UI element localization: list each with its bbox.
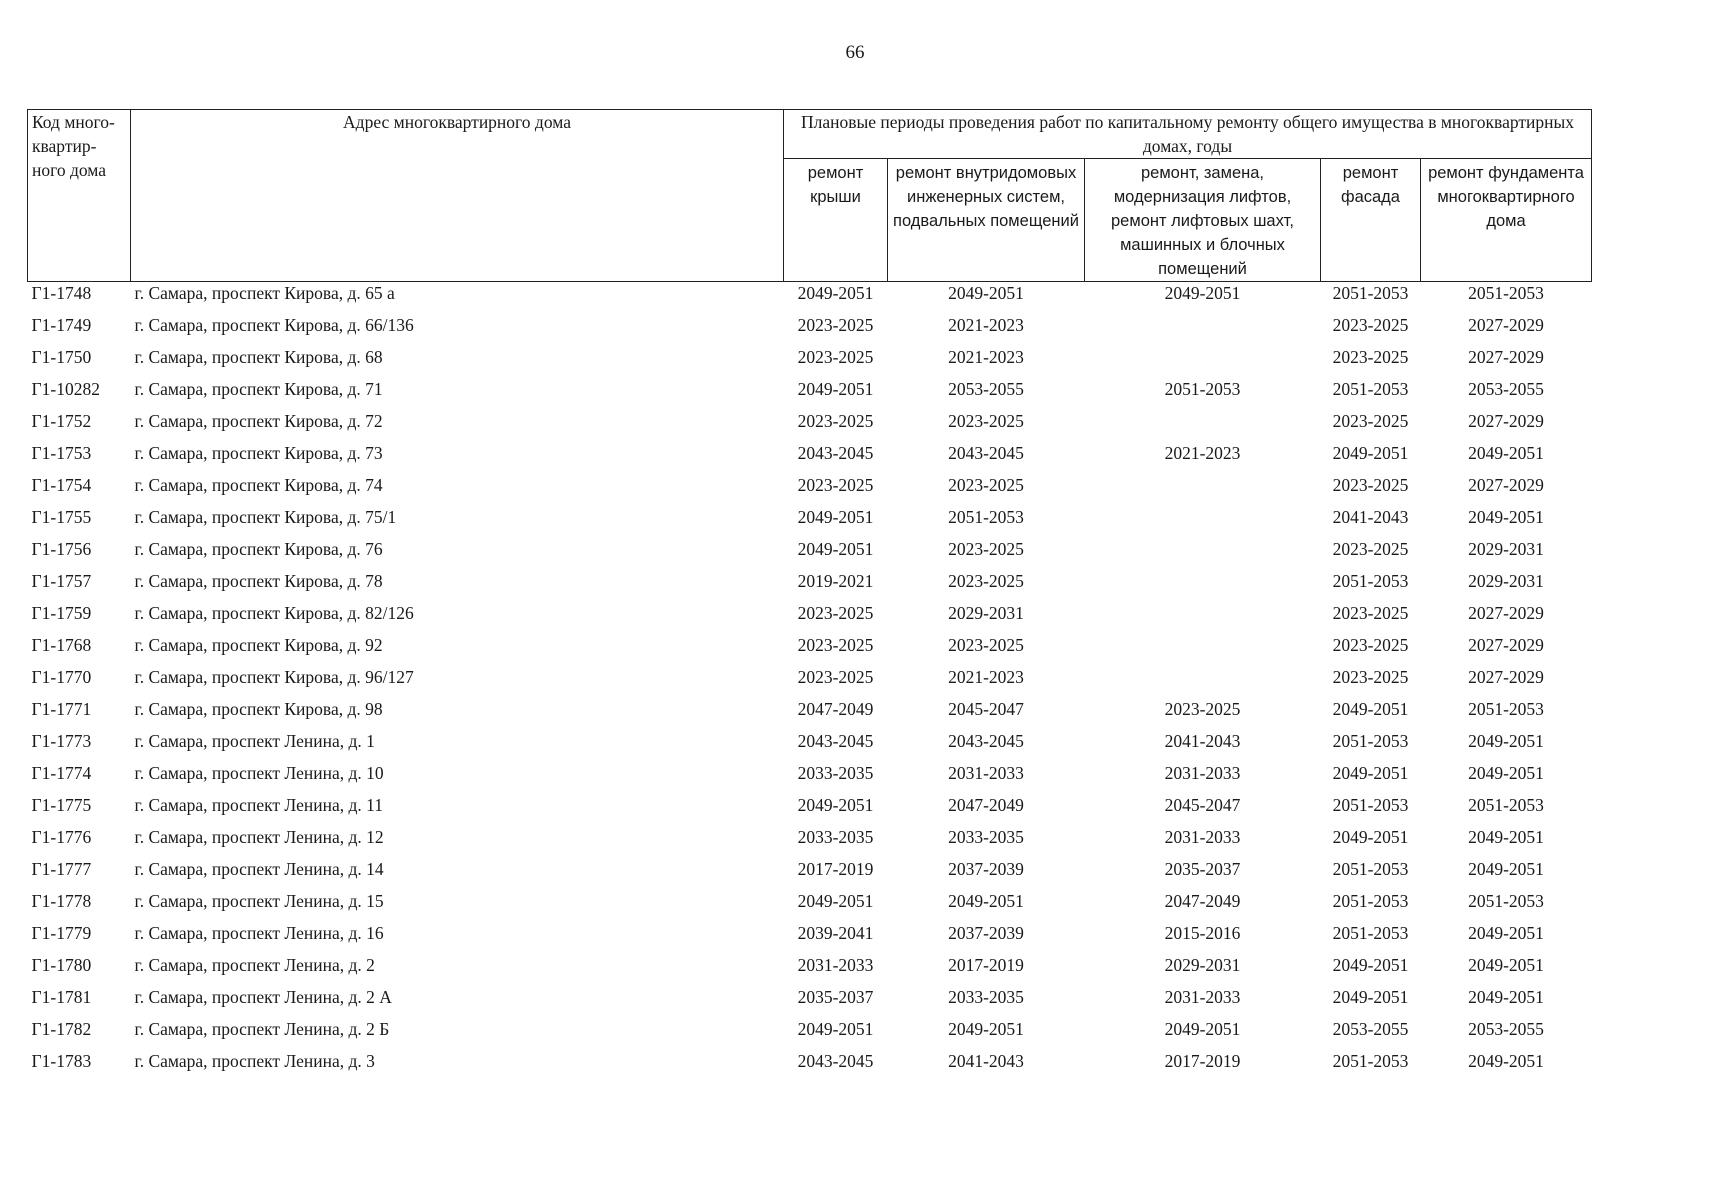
row-foundation: 2051-2053	[1468, 891, 1544, 911]
row-foundation: 2027-2029	[1468, 411, 1544, 431]
row-lifts: 2015-2016	[1164, 923, 1241, 943]
row-lifts: 2031-2033	[1164, 987, 1241, 1007]
row-address: г. Самара, проспект Кирова, д. 98	[134, 699, 383, 719]
table-row	[28, 952, 1592, 984]
row-lifts	[1085, 344, 1321, 376]
header-periods: Плановые периоды проведения работ по капитальному ремонту общего имущества в многоквартирных домах, годы	[784, 110, 1592, 159]
row-foundation: 2049-2051	[1468, 731, 1544, 751]
row-address: г. Самара, проспект Ленина, д. 2 А	[134, 987, 392, 1007]
table-row	[28, 282, 1592, 313]
row-engineering: 2031-2033	[948, 763, 1024, 783]
row-foundation: 2049-2051	[1468, 859, 1544, 879]
row-roof: 2049-2051	[797, 1019, 874, 1039]
row-foundation: 2053-2055	[1468, 379, 1544, 399]
table-row	[28, 504, 1592, 536]
row-address: г. Самара, проспект Ленина, д. 2	[134, 955, 375, 975]
row-roof: 2033-2035	[797, 827, 874, 847]
row-address: г. Самара, проспект Кирова, д. 76	[134, 539, 383, 559]
table-header	[28, 110, 1592, 282]
row-foundation: 2051-2053	[1468, 283, 1544, 303]
table-row	[28, 408, 1592, 440]
row-roof: 2049-2051	[797, 379, 874, 399]
row-address: г. Самара, проспект Ленина, д. 1	[134, 731, 375, 751]
row-roof: 2043-2045	[797, 731, 874, 751]
table-row	[28, 760, 1592, 792]
row-foundation: 2053-2055	[1468, 1019, 1544, 1039]
row-address: г. Самара, проспект Кирова, д. 65 а	[134, 283, 395, 303]
row-foundation: 2049-2051	[1468, 763, 1544, 783]
row-lifts: 2049-2051	[1164, 283, 1241, 303]
row-roof: 2043-2045	[797, 1051, 874, 1071]
table-row	[28, 536, 1592, 568]
row-code: Г1-1753	[31, 443, 92, 463]
row-address: г. Самара, проспект Кирова, д. 92	[134, 635, 383, 655]
row-roof: 2035-2037	[797, 987, 874, 1007]
row-facade: 2023-2025	[1332, 315, 1409, 335]
row-facade: 2051-2053	[1332, 923, 1409, 943]
row-lifts: 2035-2037	[1164, 859, 1241, 879]
row-facade: 2049-2051	[1332, 987, 1409, 1007]
row-code: Г1-1755	[31, 507, 92, 527]
header-code: Код много-квартир-ного дома	[28, 110, 131, 282]
row-facade: 2051-2053	[1332, 795, 1409, 815]
row-facade: 2023-2025	[1332, 539, 1409, 559]
row-roof: 2023-2025	[797, 347, 874, 367]
row-lifts	[1085, 472, 1321, 504]
row-engineering: 2023-2025	[948, 475, 1024, 495]
row-foundation: 2049-2051	[1468, 443, 1544, 463]
row-roof: 2049-2051	[797, 283, 874, 303]
row-facade: 2051-2053	[1332, 571, 1409, 591]
row-engineering: 2037-2039	[948, 923, 1024, 943]
row-address: г. Самара, проспект Ленина, д. 15	[134, 891, 384, 911]
row-address: г. Самара, проспект Ленина, д. 16	[134, 923, 384, 943]
header-roof: ремонт крыши	[784, 159, 888, 282]
row-engineering: 2053-2055	[948, 379, 1024, 399]
row-roof: 2023-2025	[797, 475, 874, 495]
row-foundation: 2027-2029	[1468, 475, 1544, 495]
row-lifts: 2023-2025	[1164, 699, 1241, 719]
row-foundation: 2029-2031	[1468, 571, 1544, 591]
row-foundation: 2051-2053	[1468, 699, 1544, 719]
row-engineering: 2033-2035	[948, 987, 1024, 1007]
row-engineering: 2033-2035	[948, 827, 1024, 847]
table-row	[28, 696, 1592, 728]
row-address: г. Самара, проспект Ленина, д. 2 Б	[134, 1019, 390, 1039]
row-roof: 2033-2035	[797, 763, 874, 783]
row-code: Г1-1759	[31, 603, 92, 623]
row-engineering: 2023-2025	[948, 411, 1024, 431]
row-roof: 2049-2051	[797, 539, 874, 559]
row-foundation: 2029-2031	[1468, 539, 1544, 559]
row-facade: 2023-2025	[1332, 347, 1409, 367]
header-engineering: ремонт внутридомовых инженерных систем, подвальных помещений	[888, 159, 1085, 282]
row-address: г. Самара, проспект Ленина, д. 11	[134, 795, 384, 815]
row-facade: 2051-2053	[1332, 1051, 1409, 1071]
row-facade: 2023-2025	[1332, 411, 1409, 431]
row-engineering: 2049-2051	[948, 283, 1024, 303]
table-row	[28, 472, 1592, 504]
row-lifts: 2017-2019	[1164, 1051, 1241, 1071]
row-code: Г1-1757	[31, 571, 92, 591]
table-row	[28, 1048, 1592, 1080]
row-address: г. Самара, проспект Кирова, д. 66/136	[134, 315, 414, 335]
row-lifts: 2047-2049	[1164, 891, 1241, 911]
row-foundation: 2049-2051	[1468, 827, 1544, 847]
row-lifts	[1085, 504, 1321, 536]
row-code: Г1-1748	[31, 283, 92, 303]
row-code: Г1-1780	[31, 955, 92, 975]
row-address: г. Самара, проспект Кирова, д. 75/1	[134, 507, 397, 527]
row-code: Г1-1783	[31, 1051, 92, 1071]
capital-repair-table	[27, 109, 1592, 1080]
row-code: Г1-1775	[31, 795, 92, 815]
row-code: Г1-1771	[31, 699, 92, 719]
row-roof: 2047-2049	[797, 699, 874, 719]
row-engineering: 2047-2049	[948, 795, 1024, 815]
row-address: г. Самара, проспект Ленина, д. 14	[134, 859, 384, 879]
table-row	[28, 632, 1592, 664]
row-engineering: 2043-2045	[948, 731, 1024, 751]
row-facade: 2051-2053	[1332, 283, 1409, 303]
row-lifts: 2021-2023	[1164, 443, 1241, 463]
row-engineering: 2029-2031	[948, 603, 1024, 623]
row-facade: 2023-2025	[1332, 667, 1409, 687]
row-address: г. Самара, проспект Ленина, д. 10	[134, 763, 384, 783]
row-lifts: 2051-2053	[1164, 379, 1241, 399]
table-row	[28, 888, 1592, 920]
row-engineering: 2023-2025	[948, 635, 1024, 655]
row-engineering: 2023-2025	[948, 571, 1024, 591]
row-roof: 2031-2033	[797, 955, 874, 975]
row-lifts	[1085, 632, 1321, 664]
header-lifts: ремонт, замена, модернизация лифтов, ремонт лифтовых шахт, машинных и блочных помещений	[1085, 159, 1321, 282]
row-facade: 2053-2055	[1332, 1019, 1409, 1039]
row-address: г. Самара, проспект Кирова, д. 68	[134, 347, 383, 367]
row-roof: 2039-2041	[797, 923, 874, 943]
row-roof: 2049-2051	[797, 891, 874, 911]
row-engineering: 2037-2039	[948, 859, 1024, 879]
row-foundation: 2051-2053	[1468, 795, 1544, 815]
table-row	[28, 1016, 1592, 1048]
row-foundation: 2049-2051	[1468, 955, 1544, 975]
row-facade: 2051-2053	[1332, 859, 1409, 879]
row-engineering: 2045-2047	[948, 699, 1024, 719]
row-facade: 2049-2051	[1332, 763, 1409, 783]
table-row	[28, 728, 1592, 760]
row-code: Г1-1777	[31, 859, 92, 879]
row-code: Г1-1749	[31, 315, 92, 335]
row-facade: 2049-2051	[1332, 827, 1409, 847]
row-roof: 2023-2025	[797, 315, 874, 335]
row-address: г. Самара, проспект Кирова, д. 73	[134, 443, 383, 463]
row-lifts: 2045-2047	[1164, 795, 1241, 815]
row-facade: 2051-2053	[1332, 731, 1409, 751]
header-facade: ремонт фасада	[1321, 159, 1421, 282]
row-engineering: 2023-2025	[948, 539, 1024, 559]
row-code: Г1-1768	[31, 635, 92, 655]
row-code: Г1-1778	[31, 891, 92, 911]
row-address: г. Самара, проспект Кирова, д. 82/126	[134, 603, 414, 623]
row-facade: 2023-2025	[1332, 603, 1409, 623]
row-code: Г1-1779	[31, 923, 92, 943]
row-code: Г1-1781	[31, 987, 92, 1007]
row-lifts: 2031-2033	[1164, 763, 1241, 783]
row-facade: 2051-2053	[1332, 379, 1409, 399]
table-row	[28, 376, 1592, 408]
row-engineering: 2021-2023	[948, 315, 1024, 335]
row-lifts: 2031-2033	[1164, 827, 1241, 847]
row-address: г. Самара, проспект Кирова, д. 71	[134, 379, 383, 399]
row-lifts	[1085, 408, 1321, 440]
row-engineering: 2049-2051	[948, 1019, 1024, 1039]
row-foundation: 2049-2051	[1468, 987, 1544, 1007]
row-address: г. Самара, проспект Ленина, д. 3	[134, 1051, 375, 1071]
row-foundation: 2027-2029	[1468, 667, 1544, 687]
row-lifts: 2041-2043	[1164, 731, 1241, 751]
row-code: Г1-1756	[31, 539, 92, 559]
row-foundation: 2027-2029	[1468, 347, 1544, 367]
row-roof: 2043-2045	[797, 443, 874, 463]
row-foundation: 2049-2051	[1468, 1051, 1544, 1071]
row-code: Г1-1754	[31, 475, 92, 495]
table-row	[28, 792, 1592, 824]
row-foundation: 2027-2029	[1468, 603, 1544, 623]
row-lifts	[1085, 568, 1321, 600]
table-row	[28, 312, 1592, 344]
header-foundation: ремонт фундамента многоквартирного дома	[1421, 159, 1592, 282]
row-code: Г1-1774	[31, 763, 92, 783]
row-roof: 2023-2025	[797, 603, 874, 623]
row-code: Г1-1750	[31, 347, 92, 367]
table-body	[28, 282, 1592, 1081]
row-engineering: 2049-2051	[948, 891, 1024, 911]
row-lifts	[1085, 312, 1321, 344]
header-address: Адрес многоквартирного дома	[131, 110, 784, 282]
table-row	[28, 824, 1592, 856]
row-foundation: 2027-2029	[1468, 315, 1544, 335]
row-engineering: 2051-2053	[948, 507, 1024, 527]
row-engineering: 2017-2019	[948, 955, 1024, 975]
row-code: Г1-1773	[31, 731, 92, 751]
table-row	[28, 856, 1592, 888]
page-number: 66	[845, 42, 865, 63]
row-facade: 2049-2051	[1332, 699, 1409, 719]
row-facade: 2041-2043	[1332, 507, 1409, 527]
row-engineering: 2021-2023	[948, 667, 1024, 687]
row-roof: 2019-2021	[797, 571, 874, 591]
row-engineering: 2021-2023	[948, 347, 1024, 367]
row-address: г. Самара, проспект Ленина, д. 12	[134, 827, 384, 847]
table-row	[28, 344, 1592, 376]
row-address: г. Самара, проспект Кирова, д. 72	[134, 411, 383, 431]
row-lifts	[1085, 536, 1321, 568]
row-code: Г1-1782	[31, 1019, 92, 1039]
row-code: Г1-1776	[31, 827, 92, 847]
table-row	[28, 568, 1592, 600]
row-roof: 2049-2051	[797, 795, 874, 815]
row-roof: 2049-2051	[797, 507, 874, 527]
row-roof: 2023-2025	[797, 635, 874, 655]
row-lifts	[1085, 600, 1321, 632]
row-address: г. Самара, проспект Кирова, д. 74	[134, 475, 383, 495]
row-facade: 2023-2025	[1332, 635, 1409, 655]
row-facade: 2051-2053	[1332, 891, 1409, 911]
row-code: Г1-10282	[31, 379, 100, 399]
row-address: г. Самара, проспект Кирова, д. 96/127	[134, 667, 414, 687]
row-lifts	[1085, 664, 1321, 696]
row-lifts: 2029-2031	[1164, 955, 1241, 975]
row-roof: 2023-2025	[797, 411, 874, 431]
row-foundation: 2049-2051	[1468, 923, 1544, 943]
row-foundation: 2049-2051	[1468, 507, 1544, 527]
row-lifts: 2049-2051	[1164, 1019, 1241, 1039]
table-row	[28, 440, 1592, 472]
row-facade: 2049-2051	[1332, 955, 1409, 975]
row-roof: 2023-2025	[797, 667, 874, 687]
table-row	[28, 664, 1592, 696]
row-code: Г1-1752	[31, 411, 92, 431]
row-engineering: 2043-2045	[948, 443, 1024, 463]
row-roof: 2017-2019	[797, 859, 874, 879]
row-facade: 2049-2051	[1332, 443, 1409, 463]
row-engineering: 2041-2043	[948, 1051, 1024, 1071]
row-address: г. Самара, проспект Кирова, д. 78	[134, 571, 383, 591]
table-row	[28, 600, 1592, 632]
row-foundation: 2027-2029	[1468, 635, 1544, 655]
table-row	[28, 984, 1592, 1016]
row-facade: 2023-2025	[1332, 475, 1409, 495]
table-row	[28, 920, 1592, 952]
row-code: Г1-1770	[31, 667, 92, 687]
